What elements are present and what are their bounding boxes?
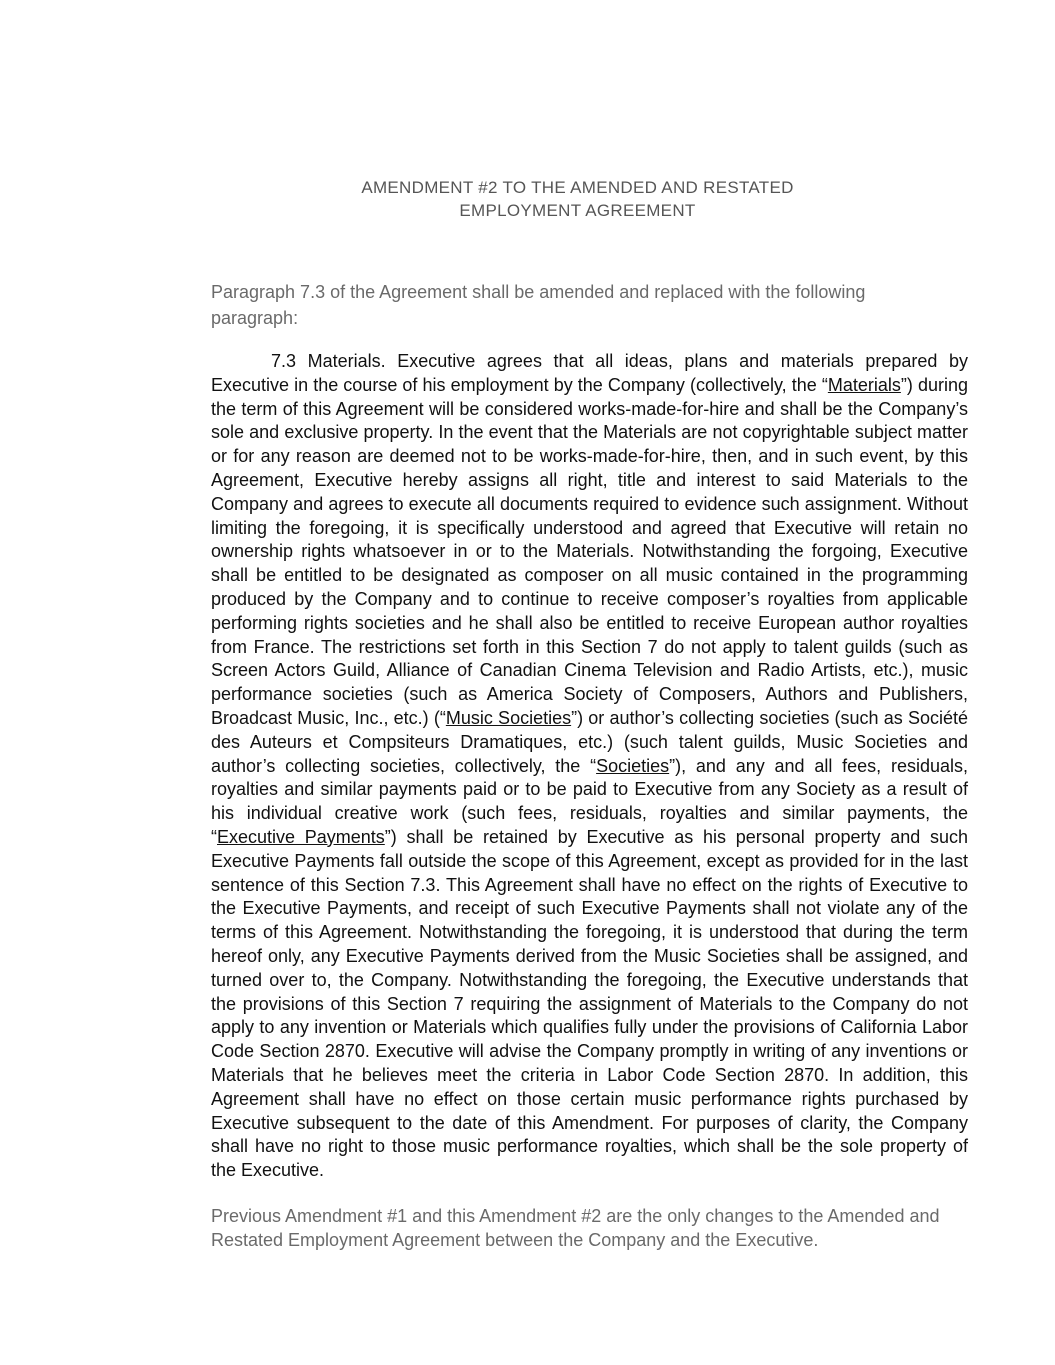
title-line-1: AMENDMENT #2 TO THE AMENDED AND RESTATED — [361, 178, 794, 197]
defined-term-executive-payments: Executive Payments — [217, 826, 385, 847]
defined-term-music-societies: Music Societies — [445, 707, 572, 728]
section-text-5: ”) shall be retained by Executive as his personal property and such Executive Payments fall outside the scope of this Agreement, except as provided for in the last sentence of this Section 7.3. This Agreement shall have no effect on the rights of Executive to the Executive Payments, and receipt of such Executive Payments shall not violate any of the terms of this Agreement. Notwithstanding the foregoing, it is understood that during the term hereof only, any Executive Payments derived from the Music Societies shall be assigned, and turned over to, the Company. Notwithstanding the foregoing, the Executive understands that the provisions of this Section 7 requiring the assignment of Materials to the Company do not apply to any invention or Materials which qualifies fully under the provisions of California Labor Code Section 2870. Executive will advise the Company promptly in writing of any inventions or Materials that he believes meet the criteria in Labor Code Section 2870. In addition, this Agreement shall have no effect on those certain music performance rights purchased by Executive subsequent to the date of this Amendment. For purposes of clarity, the Company shall have no right to those music performance royalties, which shall be the sole property of the Executive. — [211, 826, 968, 1181]
closing-paragraph: Previous Amendment #1 and this Amendment #2 are the only changes to the Amended and Restated Employment Agreement between the Company and the Executive. — [211, 1206, 940, 1250]
intro-paragraph: Paragraph 7.3 of the Agreement shall be amended and replaced with the following paragraph: — [211, 282, 866, 328]
defined-term-materials: Materials — [827, 374, 901, 395]
section-number: 7.3 Materials. — [271, 351, 386, 371]
defined-term-societies: Societies — [596, 755, 670, 776]
title-line-2: EMPLOYMENT AGREEMENT — [459, 201, 696, 220]
section-7-3-paragraph — [211, 350, 968, 1183]
document-title — [0, 176, 1055, 222]
section-text-3: ”) or author’s collecting societies (such as Société des Auteurs et Compsiteurs Dramatiques, etc.) (such talent guilds, Music Societies and author’s collecting societies, collectively, the “ — [211, 707, 969, 776]
section-text-4: ”), and any and all fees, residuals, royalties and similar payments paid or to be paid to Executive from any Society as a result of his individual creative work (such fees, residuals, royalties and similar payments, the “ — [211, 755, 968, 847]
section-text-2: ”) during the term of this Agreement will be considered works-made-for-hire and shall be the Company’s sole and exclusive property. In the event that the Materials are not copyrightable subject matter or for any reason are deemed not to be works-made-for-hire, then, and in such event, by this Agreement, Executive hereby assigns all right, title and interest to said Materials to the Company and agrees to execute all documents required to evidence such assignment. Without limiting the foregoing, it is specifically understood and agreed that Executive will retain no ownership rights whatsoever in or to the Materials. Notwithstanding the forgoing, Executive shall be entitled to be designated as composer on all music contained in the programming produced by the Company and to continue to receive composer’s royalties from applicable performing rights societies and he shall also be entitled to receive European author royalties from France. The restrictions set forth in this Section 7 do not apply to talent guilds (such as Screen Actors Guild, Alliance of Canadian Cinema Television and Radio Artists, etc.), music performance societies (such as America Society of Composers, Authors and Publishers, Broadcast Music, Inc., etc.) (“ — [211, 374, 968, 728]
section-text-1: Executive agrees that all ideas, plans and materials prepared by Executive in the course of his employment by the Company (collectively, the “ — [211, 351, 969, 395]
